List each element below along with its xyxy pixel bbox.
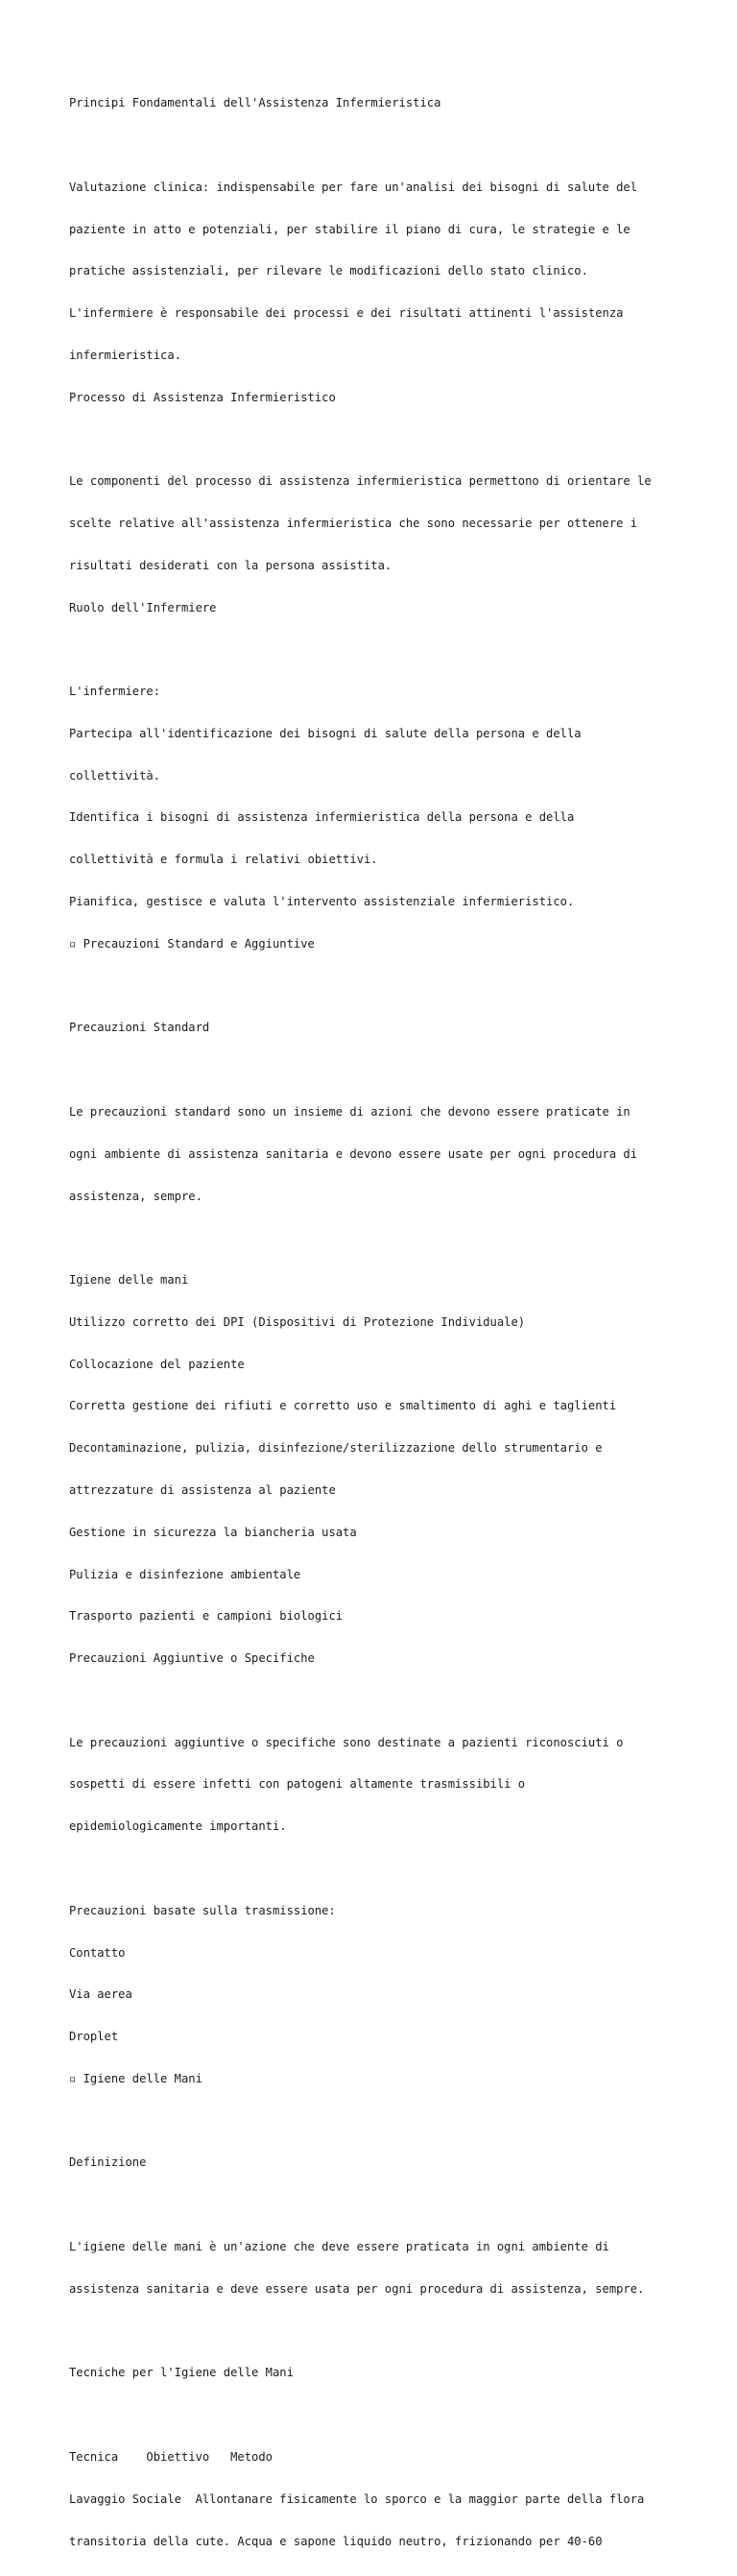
text-line: assistenza sanitaria e deve essere usata per ogni procedura di assistenza, sempre. — [69, 2281, 645, 2296]
text-line: Identifica i bisogni di assistenza infermieristica della persona e della — [69, 810, 575, 825]
text-line: sospetti di essere infetti con patogeni altamente trasmissibili o — [69, 1777, 526, 1792]
text-line: pratiche assistenziali, per rilevare le modificazioni dello stato clinico. — [69, 264, 588, 278]
text-line: risultati desiderati con la persona assistita. — [69, 558, 392, 572]
list-item: Pulizia e disinfezione ambientale — [69, 1567, 301, 1581]
text-line: paziente in atto e potenziali, per stabilire il piano di cura, le strategie e le — [69, 222, 630, 236]
processo-paragraph — [69, 446, 702, 642]
document-page — [69, 68, 702, 2576]
heading-line: Precauzioni Standard — [69, 1021, 210, 1035]
list-item: Igiene delle mani — [69, 1273, 189, 1288]
list-item: Trasporto pazienti e campioni biologici — [69, 1609, 344, 1624]
definizione-heading — [69, 2128, 702, 2198]
section-heading: Processo di Assistenza Infermieristico — [69, 390, 336, 404]
text-line: ogni ambiente di assistenza sanitaria e devono essere usate per ogni procedura di — [69, 1146, 638, 1161]
heading-line: Tecniche per l'Igiene delle Mani — [69, 2366, 294, 2380]
valutazione-paragraph — [69, 153, 702, 433]
list-item: Collocazione del paziente — [69, 1357, 245, 1371]
table-row: Lavaggio Sociale Allontanare fisicamente lo sporco e la maggior parte della flora — [69, 2492, 645, 2506]
list-item: Droplet — [69, 2030, 119, 2044]
text-line: L'infermiere è responsabile dei processi e dei risultati attinenti l'assistenza — [69, 306, 624, 321]
section-heading: Ruolo dell'Infermiere — [69, 600, 217, 614]
text-line: Valutazione clinica: indispensabile per fare un'analisi dei bisogni di salute del — [69, 180, 638, 194]
list-item: Decontaminazione, pulizia, disinfezione/sterilizzazione dello strumentario e — [69, 1441, 603, 1456]
text-line: L'igiene delle mani è un'azione che deve essere praticata in ogni ambiente di — [69, 2240, 609, 2254]
text-line: Precauzioni basate sulla trasmissione: — [69, 1903, 336, 1917]
ruolo-paragraph — [69, 657, 702, 979]
text-line: scelte relative all'assistenza infermieristica che sono necessarie per ottenere i — [69, 517, 638, 530]
tecniche-heading — [69, 2338, 702, 2408]
list-item: Contatto — [69, 1945, 126, 1960]
table-row: transitoria della cute. Acqua e sapone liquido neutro, frizionando per 40-60 — [69, 2534, 603, 2548]
text-line: epidemiologicamente importanti. — [69, 1819, 287, 1834]
aggiuntive-paragraph — [69, 1707, 702, 1862]
section-heading: ▫ Igiene delle Mani — [69, 2071, 202, 2085]
trasmissione-list — [69, 1876, 702, 2114]
list-item: attrezzature di assistenza al paziente — [69, 1482, 336, 1497]
section-heading: ▫ Precauzioni Standard e Aggiuntive — [69, 936, 315, 951]
text-line: assistenza, sempre. — [69, 1189, 202, 1203]
text-line: Le precauzioni aggiuntive o specifiche sono destinate a pazienti riconosciuti o — [69, 1735, 624, 1749]
table-header: Tecnica Obiettivo Metodo — [69, 2449, 273, 2464]
text-line: infermieristica. — [69, 348, 181, 362]
precauzioni-list — [69, 1245, 702, 1694]
text-line: collettività e formula i relativi obiettivi. — [69, 853, 378, 867]
text-line: collettività. — [69, 768, 161, 782]
tecniche-table — [69, 2422, 702, 2576]
text-line: Le componenti del processo di assistenza infermieristica permettono di orientare le — [69, 474, 652, 489]
list-item: Corretta gestione dei rifiuti e corretto uso e smaltimento di aghi e taglienti — [69, 1399, 617, 1413]
list-item: Via aerea — [69, 1987, 132, 2002]
text-line: Pianifica, gestisce e valuta l'intervento assistenziale infermieristico. — [69, 895, 575, 909]
section-heading: Precauzioni Aggiuntive o Specifiche — [69, 1651, 315, 1666]
precauzioni-intro — [69, 1077, 702, 1232]
heading-line: Definizione — [69, 2155, 147, 2170]
title-line: Principi Fondamentali dell'Assistenza Infermieristica — [69, 96, 441, 110]
list-item: Gestione in sicurezza la biancheria usata — [69, 1525, 357, 1539]
text-line: Partecipa all'identificazione dei bisogni di salute della persona e della — [69, 726, 582, 740]
definizione-paragraph — [69, 2212, 702, 2324]
document-title — [69, 68, 702, 138]
list-item: Utilizzo corretto dei DPI (Dispositivi di Protezione Individuale) — [69, 1314, 526, 1329]
text-line: Le precauzioni standard sono un insieme di azioni che devono essere praticate in — [69, 1104, 630, 1119]
precauzioni-heading — [69, 993, 702, 1063]
text-line: L'infermiere: — [69, 685, 161, 699]
